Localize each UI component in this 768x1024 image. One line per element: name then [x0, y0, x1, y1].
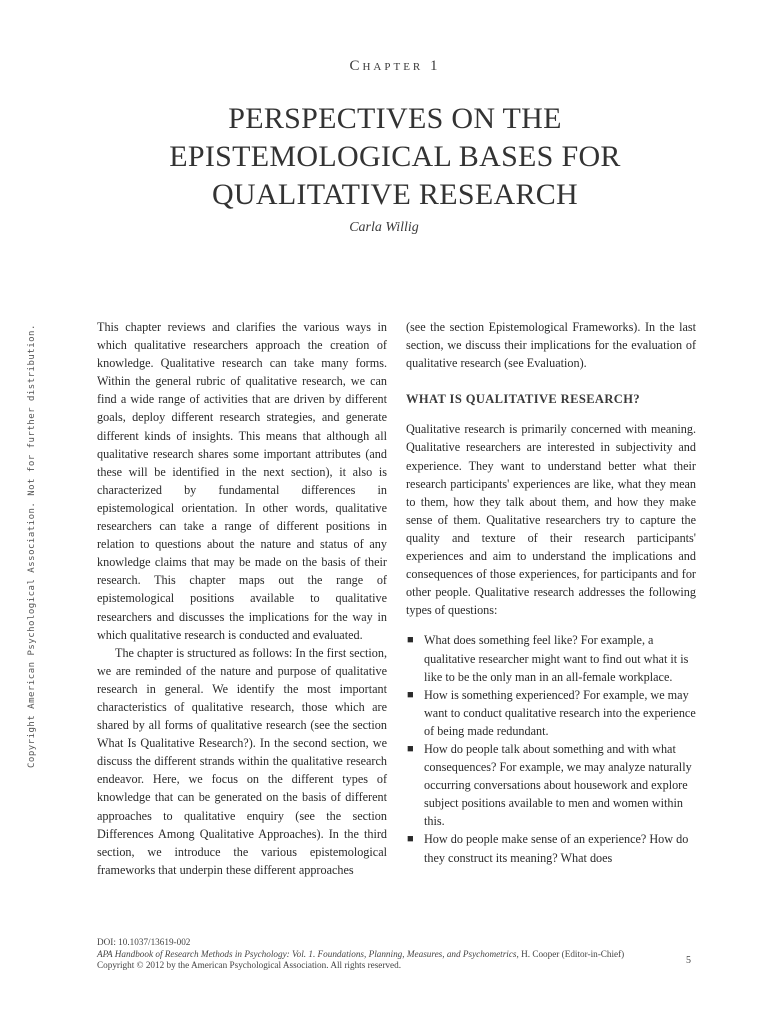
- section-heading: WHAT IS QUALITATIVE RESEARCH?: [406, 392, 640, 407]
- chapter-label: Chapter 1: [349, 58, 441, 74]
- question-list: [406, 631, 696, 866]
- list-item: [406, 631, 696, 685]
- intro-paragraph: This chapter reviews and clarifies the various ways in which qualitative researchers approach the creation of knowledge. Qualitative research can take many forms. Within the general rubric of qualitative research, we can find a wide range of activities that are driven by different goals, deploy different research strategies, and generate different kinds of insights. This means that although all qualitative research shares some important attributes (and these will be identified in the next section), it also is characterized by fundamental differences in epistemological orientation. In other words, qualitative researchers can take a range of different positions in relation to questions about the nature and status of any knowledge claims that may be made on the basis of their research. This chapter maps out the range of epistemological positions available to qualitative researchers and discusses the implications for the way in which qualitative research is conducted and evaluated.: [97, 320, 387, 642]
- square-bullet-icon: ■: [407, 688, 414, 701]
- continuation-paragraph: (see the section Epistemological Frameworks). In the last section, we discuss their implications for the evaluation of qualitative research (see Evaluation).: [406, 320, 696, 371]
- structure-paragraph: The chapter is structured as follows: In the first section, we are reminded of the nature and purpose of qualitative research in general. We identify the most important characteristics of qualitative research, those which are shared by all forms of qualitative research (see the section What Is Qualitative Research?). In the second section, we discuss the different strands within the qualitative research endeavor. Here, we focus on the different types of knowledge that can be generated on the basis of different approaches to qualitative enquiry (see the section Differences Among Qualitative Approaches). In the third section, we introduce the various epistemological frameworks that underpin these different approaches: [97, 645, 387, 877]
- list-item-text: What does something feel like? For example, a qualitative researcher might want to find out what it is like to be the only man in an all-female workplace.: [424, 633, 689, 684]
- doi-line: DOI: 10.1037/13619-002: [97, 937, 191, 947]
- title-line: EPISTEMOLOGICAL BASES FOR: [169, 140, 621, 173]
- right-column: [406, 318, 696, 867]
- square-bullet-icon: ■: [407, 634, 414, 647]
- list-item: [406, 686, 696, 740]
- copyright-side-note: Copyright American Psychological Association. Not for further distribution.: [27, 324, 37, 768]
- chapter-title: [0, 100, 768, 214]
- list-item: [406, 740, 696, 830]
- author-name: Carla Willig: [349, 220, 419, 235]
- title-line: QUALITATIVE RESEARCH: [211, 178, 579, 211]
- handbook-title: APA Handbook of Research Methods in Psychology: Vol. 1. Foundations, Planning, Measures, and Psychometrics,: [97, 948, 519, 959]
- list-item-text: How is something experienced? For example, we may want to conduct qualitative research into the experience of being made redundant.: [424, 687, 696, 738]
- list-item-text: How do people make sense of an experience? How do they construct its meaning? What does: [424, 832, 689, 865]
- page-footer: [97, 937, 677, 972]
- left-column: [97, 318, 387, 879]
- square-bullet-icon: ■: [407, 833, 414, 846]
- copyright-line: Copyright © 2012 by the American Psychological Association. All rights reserved.: [97, 960, 401, 970]
- list-item-text: How do people talk about something and with what consequences? For example, we may analyze naturally occurring conversations about housework and explore subject positions available to men and women within this.: [424, 741, 692, 829]
- editor-text: H. Cooper (Editor-in-Chief): [518, 948, 625, 959]
- qualitative-research-paragraph: Qualitative research is primarily concerned with meaning. Qualitative researchers are interested in subjectivity and experience. They want to understand better what their research participants' experiences are like, what they mean to them, how they talk about them, and how they make sense of them. Qualitative researchers try to capture the quality and texture of their research participants' experiences and aim to understand the implications and consequences of those experiences, for participants and for other people. Qualitative research addresses the following types of questions:: [406, 422, 696, 618]
- list-item: [406, 830, 696, 866]
- title-line: PERSPECTIVES ON THE: [228, 102, 562, 135]
- citation-line: [97, 949, 677, 961]
- page-number: 5: [686, 955, 691, 966]
- square-bullet-icon: ■: [407, 742, 414, 755]
